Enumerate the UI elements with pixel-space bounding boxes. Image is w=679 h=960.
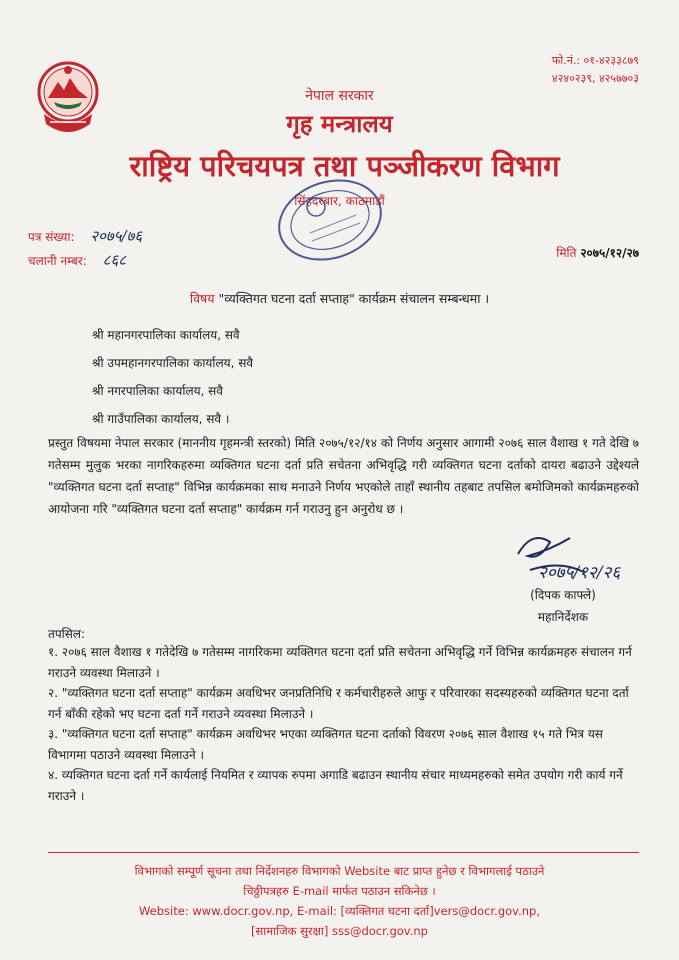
recipient-item: श्री गाउँपालिका कार्यालय, सवै ।	[92, 412, 230, 426]
subject-label: विषय	[189, 291, 215, 306]
file-number-label: पत्र संख्या:	[28, 230, 75, 244]
signature-date: २०७५/१२/२६	[538, 563, 621, 583]
phone-line-1: फो.नं.: ०१-४२३३८७९	[551, 54, 639, 67]
letter-body: प्रस्तुत विषयमा नेपाल सरकार (माननीय गृहमन्त्री स्तरको) मिति २०७५/१२/१४ को निर्णय अनुसार आगामी २०७६ साल वैशाख १ गते देखि ७ गतेसम्म मुलुक भरका नागरिकहरुमा व्यक्तिगत घटना दर्ता प्रति सचेतना अभिवृद्धि गरी व्यक्तिगत घटना दर्ताको दायरा बढाउने उद्देश्यले "व्यक्तिगत घटना दर्ता सप्ताह" विभिन्न कार्यक्रमका साथ मनाउने निर्णय भएकोले ताहाँ स्थानीय तहबाट तपसिल बमोजिमको कार्यक्रमहरुको आयोजना गरि "व्यक्तिगत घटना दर्ता सप्ताह" कार्यक्रम गर्न गराउनु हुन अनुरोध छ ।	[48, 436, 639, 516]
office-address: सिंहदरबार, काठमाडौं	[294, 194, 385, 208]
ministry-name: गृह मन्त्रालय	[286, 110, 393, 138]
signatory-name: (दिपक काफ्ले)	[530, 588, 596, 602]
department-name: राष्ट्रिय परिचयपत्र तथा पञ्जीकरण विभाग	[129, 149, 560, 183]
date-label: मिति	[556, 246, 577, 260]
phone-line-2: ४२४०२३९, ४२५७७०३	[551, 72, 639, 85]
footer-line-2: चिठ्ठीपत्रहरु E-mail मार्फत पठाउन सकिनेछ ।	[243, 884, 436, 898]
details-heading: तपसिल:	[48, 627, 86, 641]
date-value: २०७५/१२/२७	[580, 246, 639, 260]
subject-text: "व्यक्तिगत घटना दर्ता सप्ताह" कार्यक्रम संचालन सम्बन्धमा ।	[218, 291, 490, 306]
signature-icon	[510, 520, 660, 590]
footer-line-3: Website: www.docr.gov.np, E-mail: [व्यक्तिगत घटना दर्ता]vers@docr.gov.np,	[138, 904, 540, 918]
letter-footer	[0, 861, 679, 941]
office-seal-icon	[270, 175, 390, 265]
footer-line-4: [सामाजिक सुरक्षा] sss@docr.gov.np	[251, 924, 428, 938]
dispatch-number	[28, 250, 126, 270]
file-number	[28, 226, 142, 246]
footer-line-1: विभागको सम्पूर्ण सूचना तथा निर्देशनहरु विभागको Website बाट प्राप्त हुनेछ र विभागलाई पठाउने	[134, 864, 545, 878]
recipient-list	[92, 321, 253, 433]
recipient-item: श्री उपमहानगरपालिका कार्यालय, सवै	[92, 356, 253, 370]
government-name: नेपाल सरकार	[305, 88, 374, 104]
details-item: ३. "व्यक्तिगत घटना दर्ता सप्ताह" कार्यक्रम अवधिभर भएका व्यक्तिगत घटना दर्ताको विवरण २०७६ साल वैशाख १५ गते भित्र यस विभागमा पठाउने व्यवस्था मिलाउने ।	[48, 727, 603, 762]
details-list	[48, 642, 639, 806]
phone-numbers	[552, 52, 639, 88]
recipient-item: श्री नगरपालिका कार्यालय, सवै	[92, 384, 223, 398]
recipient-item: श्री महानगरपालिका कार्यालय, सवै	[92, 328, 240, 342]
details-item: १. २०७६ साल वैशाख १ गतेदेखि ७ गतेसम्म नागरिकमा व्यक्तिगत घटना दर्ता प्रति सचेतना अभिवृद्धि गर्ने विभिन्न कार्यक्रमहरु संचालन गर्न गराउने व्यवस्था मिलाउने ।	[48, 645, 632, 680]
details-item: २. "व्यक्तिगत घटना दर्ता सप्ताह" कार्यक्रम अवधिभर जनप्रतिनिधि र कर्मचारीहरुले आफु र परिवारका सदस्यहरुको व्यक्तिगत घटना दर्ता गर्न बाँकी रहेको भए घटना दर्ता गर्ने गराउने व्यवस्था मिलाउने ।	[48, 686, 629, 721]
signatory-title: महानिर्देशक	[537, 610, 589, 624]
file-number-value: २०७५/७६	[90, 227, 143, 245]
footer-divider	[48, 852, 639, 853]
signatory	[508, 584, 618, 628]
dispatch-number-label: चलानी नम्बर:	[28, 254, 87, 268]
subject-line	[0, 290, 679, 307]
letter-date	[556, 244, 639, 261]
details-item: ४. व्यक्तिगत घटना दर्ता गर्ने कार्यलाई नियमित र व्यापक रुपमा अगाडि बढाउन स्थानीय संचार माध्यमहरुको समेत उपयोग गरी कार्य गर्ने गराउने ।	[48, 768, 623, 803]
dispatch-number-value: ८६८	[102, 251, 127, 269]
